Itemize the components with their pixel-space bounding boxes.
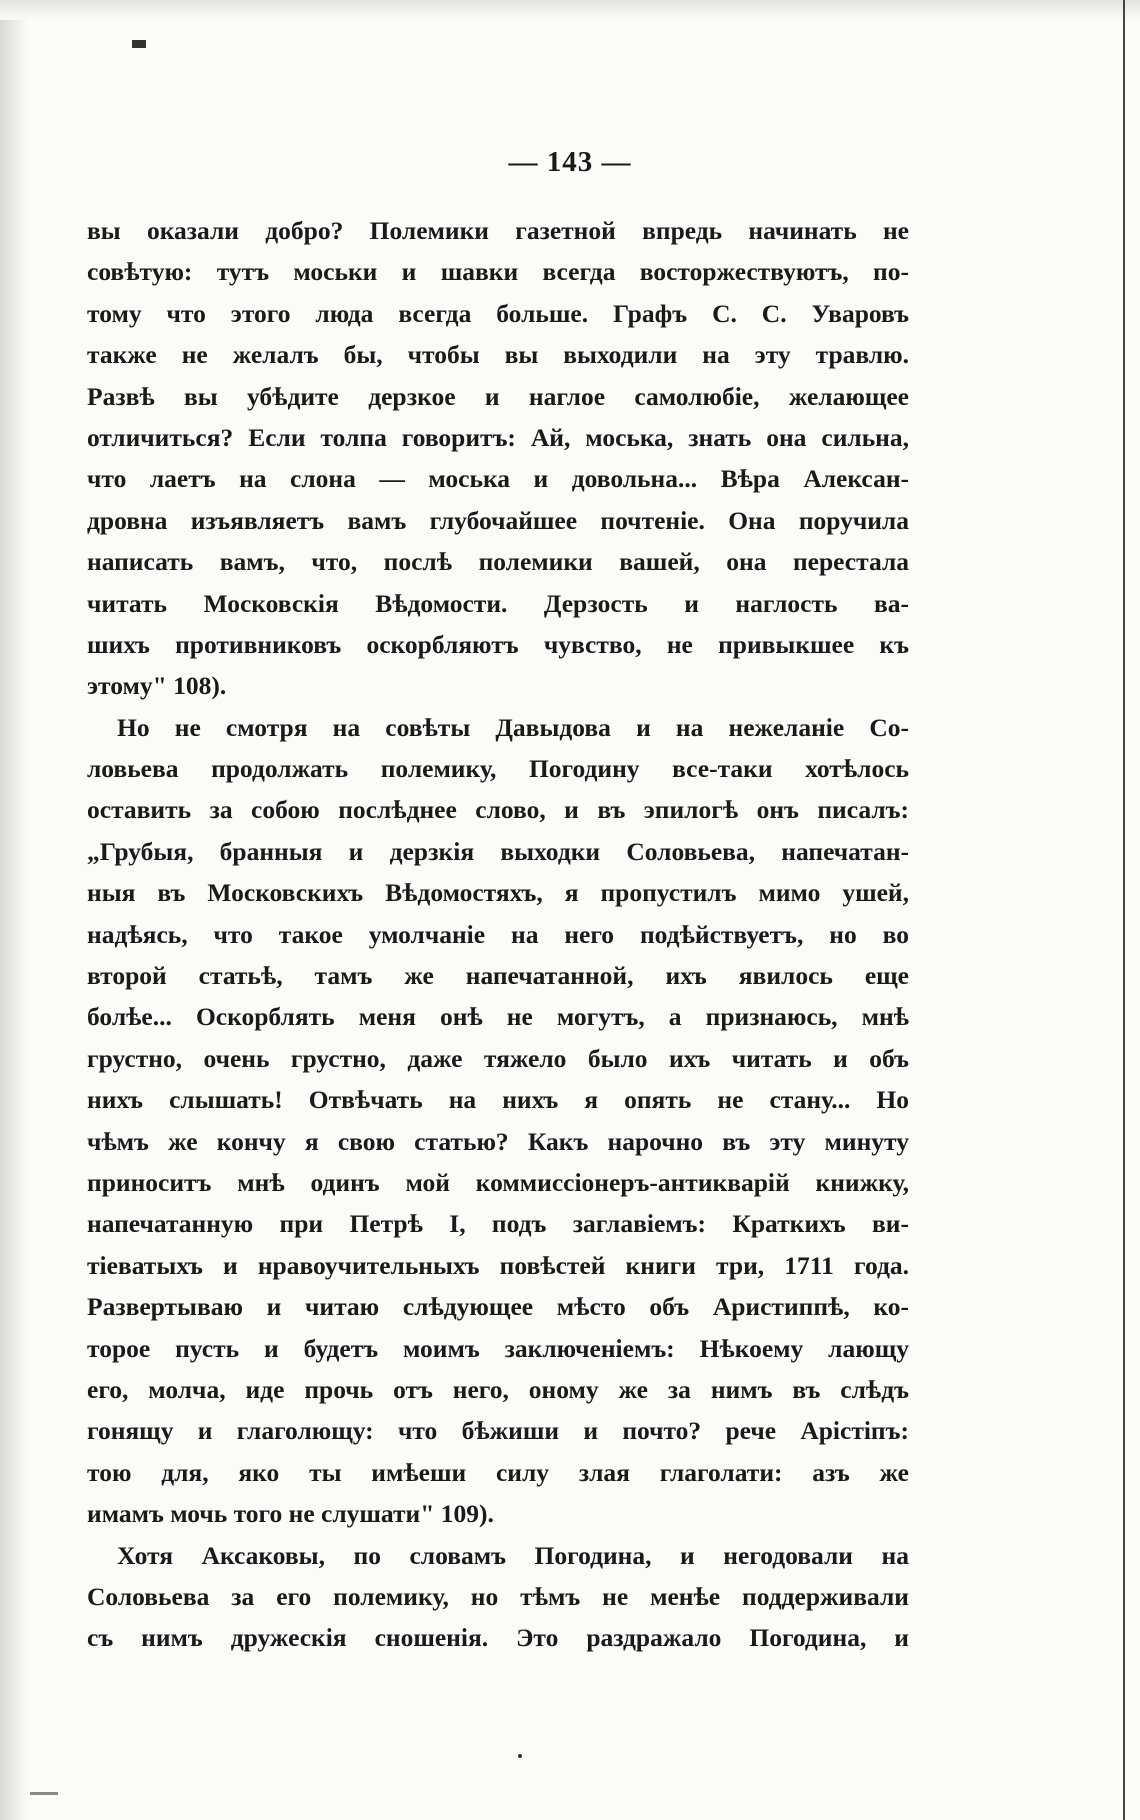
scan-top-edge-shadow (0, 0, 1140, 20)
text-line: съ нимъ дружескія сношенія. Это раздражало Погодина, и (87, 1623, 909, 1653)
text-line: написать вамъ, что, послѣ полемики вашей, она перестала (87, 547, 909, 577)
text-line: чѣмъ же кончу я свою статью? Какъ нарочно въ эту минуту (87, 1126, 909, 1156)
text-line: вы оказали добро? Полемики газетной впредь начинать не (87, 216, 909, 245)
text-line: также не желалъ бы, чтобы вы выходили на эту травлю. (87, 340, 909, 370)
text-line: Развертываю и читаю слѣдующее мѣсто объ Аристиппѣ, ко- (87, 1292, 909, 1322)
text-line: Соловьева за его полемику, но тѣмъ не менѣе поддерживали (87, 1581, 909, 1611)
text-line: Развѣ вы убѣдите дерзкое и наглое самолюбіе, желающее (87, 381, 909, 411)
text-line: второй статьѣ, тамъ же напечатанной, ихъ явилось еще (87, 961, 909, 991)
text-line: его, молча, иде прочь отъ него, оному же за нимъ въ слѣдъ (87, 1374, 909, 1404)
text-line: „Грубыя, бранныя и дерзкія выходки Соловьева, напечатан- (87, 836, 909, 866)
text-line: надѣясь, что такое умолчаніе на него подѣйствуетъ, но во (87, 919, 909, 949)
page-text (87, 210, 909, 1659)
text-line: нихъ слышать! Отвѣчать на нихъ я опять не стану... Но (87, 1085, 909, 1115)
text-line: что лаетъ на слона — моська и довольна... Вѣра Алексан- (87, 464, 909, 494)
scan-ink-mark (132, 40, 146, 48)
text-line: этому" 108). (87, 671, 227, 701)
scan-ink-mark-bottom (30, 1792, 58, 1795)
text-line: торое пусть и будетъ моимъ заключеніемъ: Нѣкоему лающу (87, 1333, 909, 1363)
text-line: читать Московскія Вѣдомости. Дерзость и наглость ва- (87, 588, 909, 618)
text-line: ныя въ Московскихъ Вѣдомостяхъ, я пропустилъ мимо ушей, (87, 878, 909, 908)
text-line: тіеватыхъ и нравоучительныхъ повѣстей книги три, 1711 года. (87, 1250, 909, 1280)
text-line: тому что этого люда всегда больше. Графъ С. С. Уваровъ (87, 298, 909, 328)
text-line: грустно, очень грустно, даже тяжело было ихъ читать и объ (87, 1043, 909, 1073)
scan-right-border-line (1123, 0, 1125, 1820)
text-line: ловьева продолжать полемику, Погодину все-таки хотѣлось (87, 754, 909, 784)
text-line: отличиться? Если толпа говоритъ: Ай, моська, знать она сильна, (87, 422, 909, 452)
scan-ink-dot (518, 1754, 522, 1758)
text-line: шихъ противниковъ оскорбляютъ чувство, не привыкшее къ (87, 629, 909, 659)
text-line: Но не смотря на совѣты Давыдова и на нежеланіе Со- (117, 712, 909, 742)
text-line: гонящу и глаголющу: что бѣжиши и почто? рече Арістіпъ: (87, 1416, 909, 1446)
scan-left-edge-shadow (0, 0, 28, 1820)
text-line: Хотя Аксаковы, по словамъ Погодина, и негодовали на (117, 1540, 909, 1570)
text-line: тою для, яко ты имѣеши силу злая глаголати: азъ же (87, 1457, 909, 1487)
text-line: приноситъ мнѣ одинъ мой коммиссіонеръ-антикварій книжку, (87, 1167, 909, 1197)
text-line: напечатанную при Петрѣ I, подъ заглавіемъ: Краткихъ ви- (87, 1209, 909, 1239)
text-line: имамъ мочь того не слушати" 109). (87, 1499, 494, 1529)
text-line: дровна изъявляетъ вамъ глубочайшее почтеніе. Она поручила (87, 505, 909, 535)
page-number: — 143 — (508, 146, 632, 178)
text-line: совѣтую: тутъ моськи и шавки всегда восторжествуютъ, по- (87, 257, 909, 287)
text-line: оставить за собою послѣднее слово, и въ эпилогѣ онъ писалъ: (87, 795, 909, 825)
text-line: болѣе... Оскорблять меня онѣ не могутъ, а признаюсь, мнѣ (87, 1002, 909, 1032)
